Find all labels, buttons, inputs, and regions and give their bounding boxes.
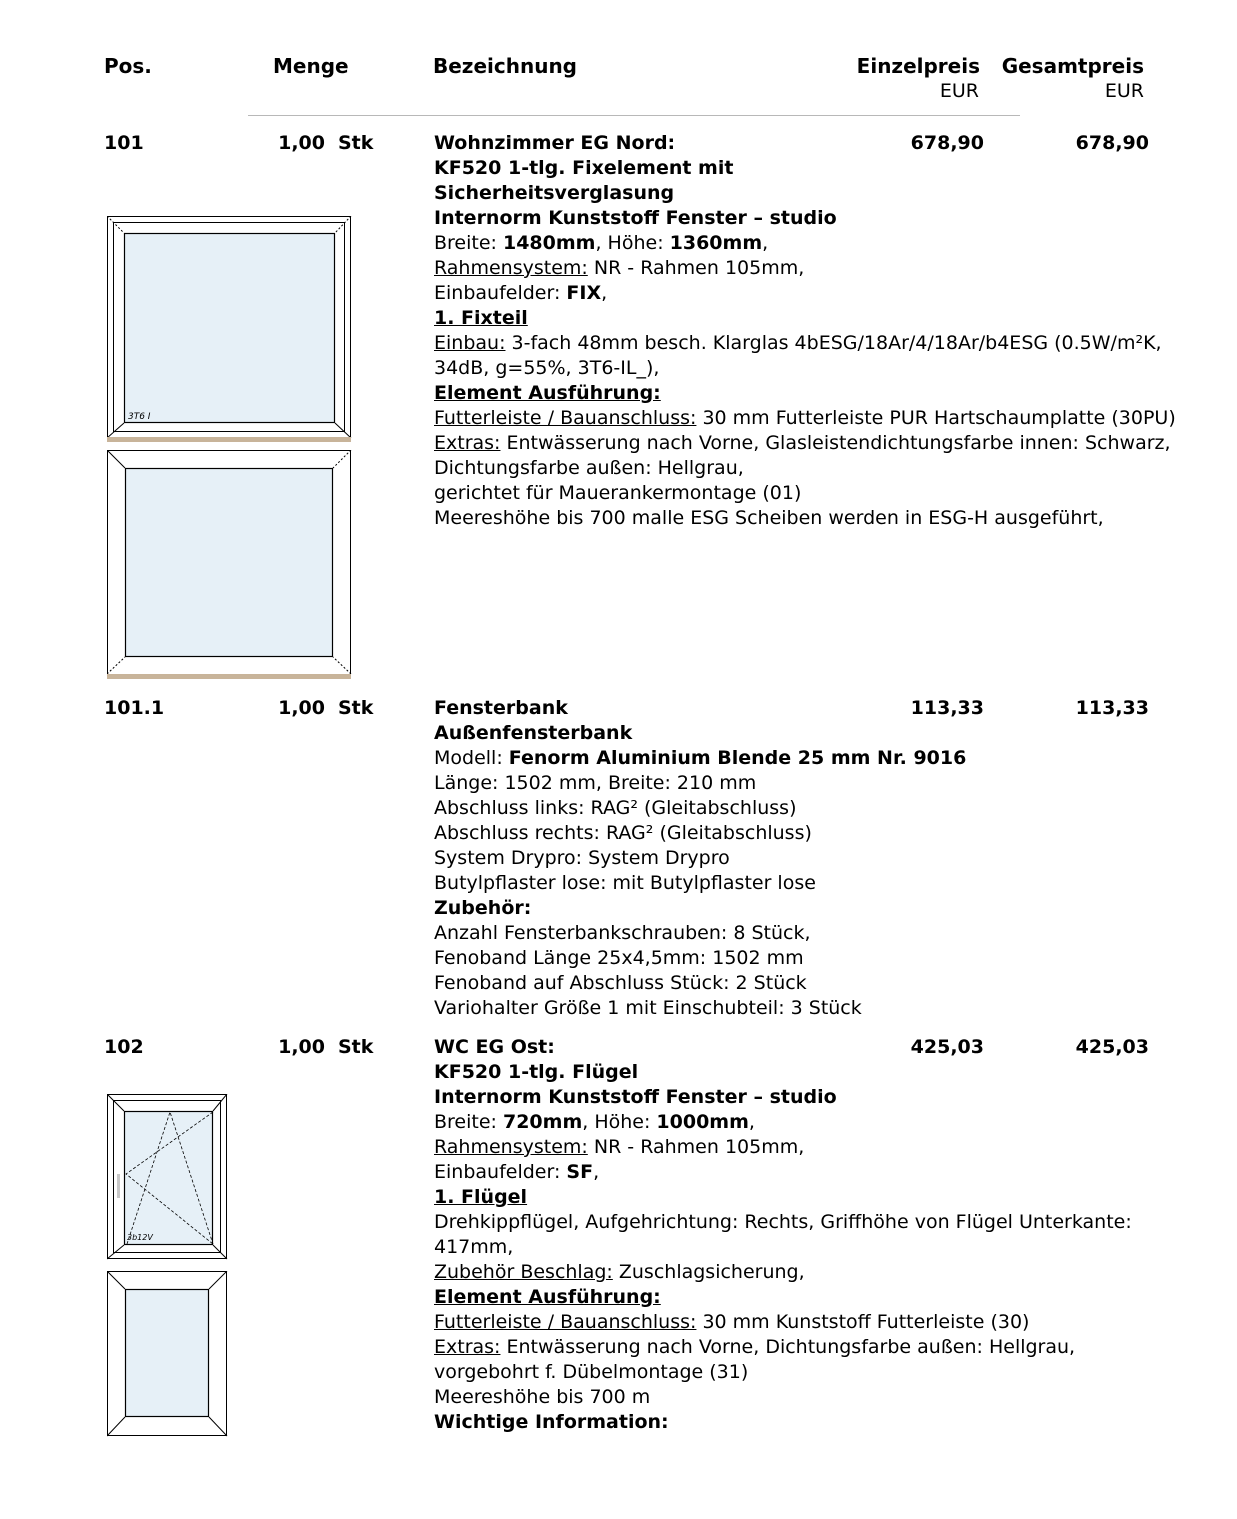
spec-line: Abschluss rechts: RAG² (Gleitabschluss)	[434, 822, 812, 844]
column-header-gesamtpreis: Gesamtpreis	[1001, 54, 1144, 78]
section-heading: 1. Flügel	[434, 1186, 528, 1208]
window-drawing-inside-icon	[107, 216, 352, 444]
item-description	[434, 696, 1174, 1021]
glazing-line: Einbau: 3-fach 48mm besch. Klarglas 4bESG/18Ar/4/18Ar/b4ESG (0.5W/m²K,	[434, 332, 1162, 354]
item-product-line: Internorm Kunststoff Fenster – studio	[434, 207, 837, 229]
section-heading: Element Ausführung:	[434, 1286, 661, 1308]
header-divider	[248, 115, 1020, 116]
tilt-turn-window-inside-icon	[107, 1094, 228, 1260]
accessory-line: Anzahl Fensterbankschrauben: 8 Stück,	[434, 922, 811, 944]
unit-price: 425,03	[910, 1036, 984, 1058]
unit: Stk	[338, 697, 374, 719]
item-subtitle: KF520 1-tlg. Fixelement mit	[434, 157, 734, 179]
extras-line-cont: Meereshöhe bis 700 malle ESG Scheiben werden in ESG-H ausgeführt,	[434, 507, 1104, 529]
model-line: Modell: Fenorm Aluminium Blende 25 mm Nr. 9016	[434, 747, 967, 769]
dimensions-line: Breite: 720mm, Höhe: 1000mm,	[434, 1111, 755, 1133]
spec-line: System Drypro: System Drypro	[434, 847, 730, 869]
unit-price: 678,90	[910, 132, 984, 154]
item-subtitle: KF520 1-tlg. Flügel	[434, 1061, 639, 1083]
column-header-pos: Pos.	[104, 54, 152, 78]
extras-line-cont: Meereshöhe bis 700 m	[434, 1386, 651, 1408]
item-description	[434, 131, 1174, 531]
item-title: Fensterbank	[434, 697, 568, 719]
unit-price: 113,33	[910, 697, 984, 719]
item-title: Wohnzimmer EG Nord:	[434, 132, 676, 154]
item-description	[434, 1035, 1174, 1435]
extras-line-cont: Dichtungsfarbe außen: Hellgrau,	[434, 457, 744, 479]
column-header-einzelpreis: Einzelpreis	[856, 54, 980, 78]
hardware-line: Zubehör Beschlag: Zuschlagsicherung,	[434, 1261, 805, 1283]
frame-system-line: Rahmensystem: NR - Rahmen 105mm,	[434, 1136, 805, 1158]
total-price: 113,33	[1075, 697, 1149, 719]
quantity: 1,00	[278, 132, 325, 154]
extras-line: Extras: Entwässerung nach Vorne, Glasleistendichtungsfarbe innen: Schwarz,	[434, 432, 1171, 454]
section-heading: Element Ausführung:	[434, 382, 661, 404]
accessory-line: Fenoband auf Abschluss Stück: 2 Stück	[434, 972, 807, 994]
quantity: 1,00	[278, 1036, 325, 1058]
important-info-heading: Wichtige Information:	[434, 1411, 669, 1433]
position-number: 102	[104, 1036, 144, 1058]
item-product-line: Internorm Kunststoff Fenster – studio	[434, 1086, 837, 1108]
extras-line: Extras: Entwässerung nach Vorne, Dichtungsfarbe außen: Hellgrau,	[434, 1336, 1076, 1358]
item-title: WC EG Ost:	[434, 1036, 555, 1058]
extras-line-cont: vorgebohrt f. Dübelmontage (31)	[434, 1361, 749, 1383]
quantity: 1,00	[278, 697, 325, 719]
position-number: 101.1	[104, 697, 165, 719]
column-header-bezeichnung: Bezeichnung	[433, 54, 577, 78]
total-price: 678,90	[1075, 132, 1149, 154]
position-number: 101	[104, 132, 144, 154]
spec-line: Butylpflaster lose: mit Butylpflaster lose	[434, 872, 816, 894]
sash-line-cont: 417mm,	[434, 1236, 514, 1258]
spec-line: Abschluss links: RAG² (Gleitabschluss)	[434, 797, 797, 819]
unit: Stk	[338, 132, 374, 154]
accessory-line: Variohalter Größe 1 mit Einschubteil: 3 Stück	[434, 997, 862, 1019]
section-heading: Zubehör:	[434, 897, 532, 919]
futterleiste-line: Futterleiste / Bauanschluss: 30 mm Kunststoff Futterleiste (30)	[434, 1311, 1030, 1333]
gesamtpreis-currency: EUR	[1104, 80, 1144, 102]
tilt-turn-window-outside-icon	[107, 1271, 228, 1437]
total-price: 425,03	[1075, 1036, 1149, 1058]
einbaufelder-line: Einbaufelder: FIX,	[434, 282, 608, 304]
einzelpreis-currency: EUR	[939, 80, 979, 102]
section-heading: 1. Fixteil	[434, 307, 528, 329]
einbaufelder-line: Einbaufelder: SF,	[434, 1161, 600, 1183]
unit: Stk	[338, 1036, 374, 1058]
frame-system-line: Rahmensystem: NR - Rahmen 105mm,	[434, 257, 805, 279]
sash-line: Drehkippflügel, Aufgehrichtung: Rechts, Griffhöhe von Flügel Unterkante:	[434, 1211, 1132, 1233]
dimensions-line: Breite: 1480mm, Höhe: 1360mm,	[434, 232, 769, 254]
window-drawing-outside-icon	[107, 450, 352, 680]
svg-text:3T6 I: 3T6 I	[128, 412, 151, 422]
futterleiste-line: Futterleiste / Bauanschluss: 30 mm Futterleiste PUR Hartschaumplatte (30PU)	[434, 407, 1176, 429]
item-subtitle: Sicherheitsverglasung	[434, 182, 675, 204]
item-subtitle: Außenfensterbank	[434, 722, 633, 744]
extras-line-cont: gerichtet für Mauerankermontage (01)	[434, 482, 802, 504]
svg-text:3b12V: 3b12V	[127, 1233, 153, 1242]
glazing-line-cont: 34dB, g=55%, 3T6-IL_),	[434, 357, 660, 379]
column-header-menge: Menge	[273, 54, 349, 78]
spec-line: Länge: 1502 mm, Breite: 210 mm	[434, 772, 757, 794]
accessory-line: Fenoband Länge 25x4,5mm: 1502 mm	[434, 947, 804, 969]
